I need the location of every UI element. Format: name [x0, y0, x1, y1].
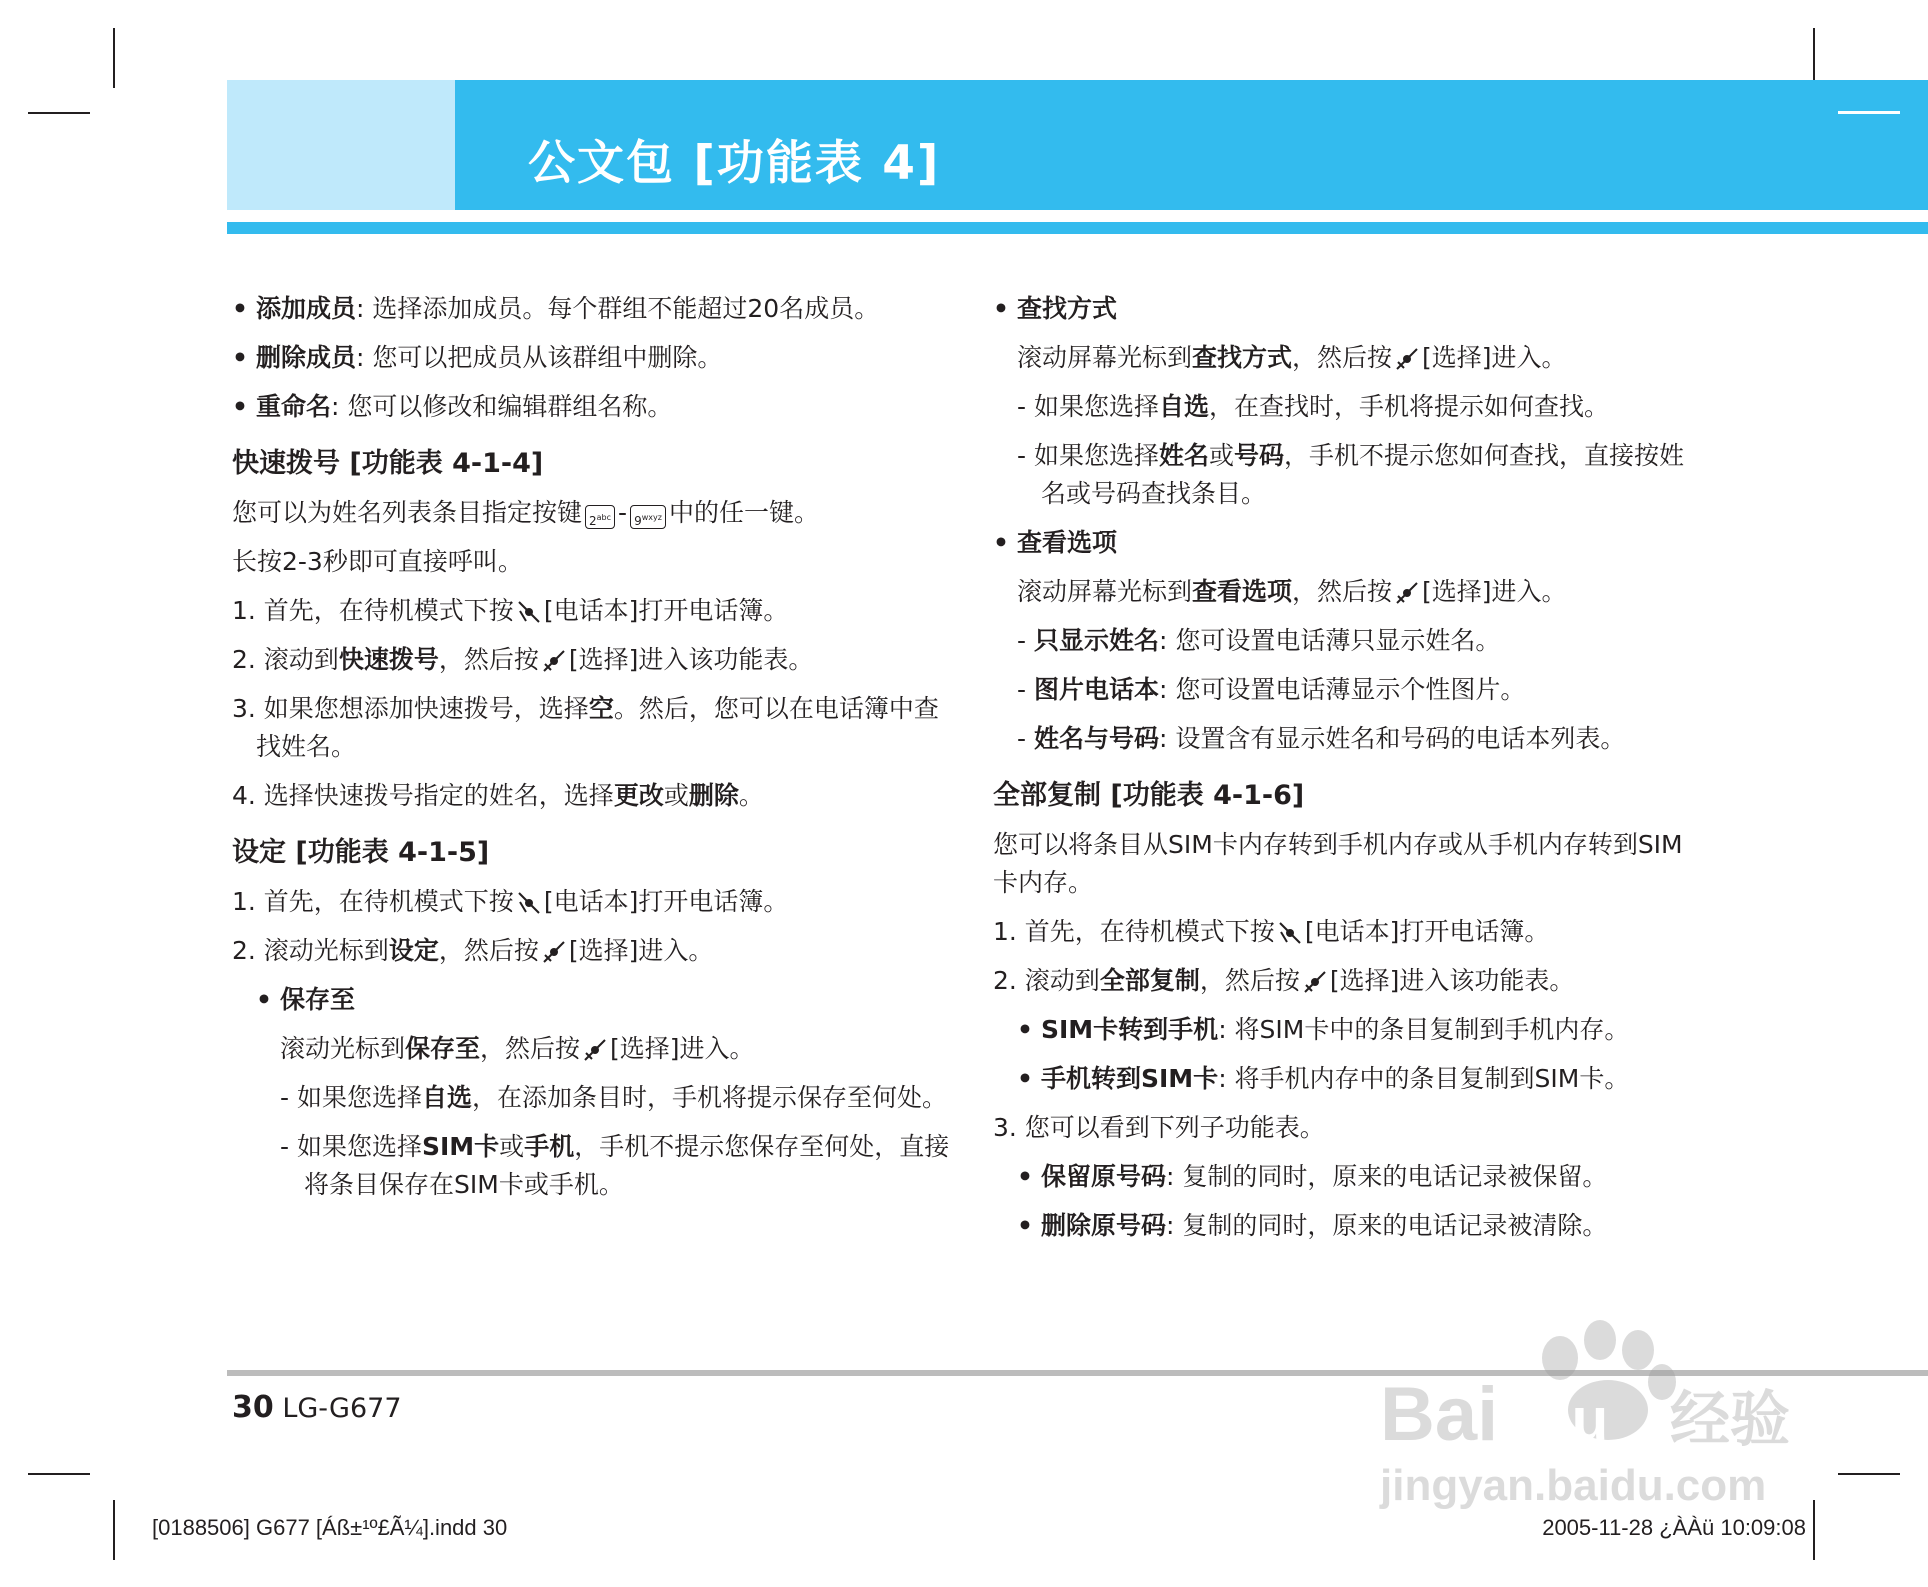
list-item: • 保存至 — [232, 975, 952, 1024]
list-item: • 添加成员: 选择添加成员。每个群组不能超过20名成员。 — [232, 284, 952, 333]
phonebook-key-icon — [516, 890, 542, 916]
print-slug-right: 2005-11-28 ¿ÀÀü 10:09:08 — [1542, 1515, 1806, 1540]
watermark-text: 经验 — [1670, 1385, 1790, 1455]
search-line: 滚动屏幕光标到查找方式，然后按 [选择]进入。 — [1017, 343, 1567, 372]
crop-mark — [28, 1473, 90, 1475]
page-title: 公文包 [功能表 4] — [528, 136, 941, 191]
print-slug-left: [0188506] G677 [Áß±¹º£Ã¼].indd 30 — [152, 1515, 508, 1540]
list-item: • 手机转到SIM卡: 将手机内存中的条目复制到SIM卡。 — [993, 1054, 1693, 1103]
list-item: • 删除成员: 您可以把成员从该群组中删除。 — [232, 333, 952, 382]
watermark-text: du — [1535, 1386, 1609, 1453]
key-9-icon: $9^{wxyz}$ — [630, 505, 666, 529]
crop-mark — [113, 28, 115, 88]
crop-mark — [1838, 111, 1900, 114]
dash-item: - 如果您选择自选，在查找时，手机将提示如何查找。 — [1017, 392, 1610, 421]
step-item: 2. 滚动到全部复制，然后按 [选择]进入该功能表。 — [993, 966, 1575, 995]
crop-mark — [113, 1500, 115, 1560]
copy-all-intro: 您可以将条目从SIM卡内存转到手机内存或从手机内存转到SIM卡内存。 — [993, 830, 1683, 897]
watermark-text: Bai — [1380, 1372, 1499, 1457]
right-column — [993, 284, 1693, 1250]
step-item: 2. 滚动光标到设定，然后按 [选择]进入。 — [232, 936, 714, 965]
list-item: • 删除原号码: 复制的同时，原来的电话记录被清除。 — [993, 1201, 1693, 1250]
left-column — [232, 284, 952, 1209]
list-item: • 查找方式 — [993, 284, 1693, 333]
list-item: • SIM卡转到手机: 将SIM卡中的条目复制到手机内存。 — [993, 1005, 1693, 1054]
step-item: 3. 如果您想添加快速拨号，选择空。然后，您可以在电话簿中查找姓名。 — [232, 694, 939, 761]
header-light-block — [227, 80, 455, 210]
view-line: 滚动屏幕光标到查看选项，然后按 [选择]进入。 — [1017, 577, 1567, 606]
select-key-icon — [582, 1037, 608, 1063]
list-item: • 查看选项 — [993, 518, 1693, 567]
select-key-icon — [1394, 580, 1420, 606]
watermark-logo — [1370, 1310, 1870, 1510]
step-item: 4. 选择快速拨号指定的姓名，选择更改或删除。 — [232, 781, 764, 810]
dash-item: - 姓名与号码: 设置含有显示姓名和号码的电话本列表。 — [1017, 724, 1626, 753]
step-item: 2. 滚动到快速拨号，然后按 [选择]进入该功能表。 — [232, 645, 814, 674]
step-item: 1. 首先，在待机模式下按 [电话本]打开电话簿。 — [993, 917, 1550, 946]
select-key-icon — [541, 939, 567, 965]
crop-mark — [1813, 28, 1815, 88]
select-key-icon — [1394, 346, 1420, 372]
phonebook-key-icon — [1277, 920, 1303, 946]
step-item: 1. 首先，在待机模式下按 [电话本]打开电话簿。 — [232, 887, 789, 916]
model-name: LG-G677 — [282, 1393, 402, 1424]
crop-mark — [28, 112, 90, 114]
dash-item: - 图片电话本: 您可设置电话薄显示个性图片。 — [1017, 675, 1526, 704]
section-heading-copy-all: 全部复制 [功能表 4-1-6] — [993, 780, 1305, 811]
dash-item: - 如果您选择姓名或号码，手机不提示您如何查找，直接按姓名或号码查找条目。 — [1017, 441, 1685, 508]
page-footer — [232, 1390, 402, 1425]
dash-item: - 如果您选择自选，在添加条目时，手机将提示保存至何处。 — [280, 1083, 948, 1112]
watermark-url: jingyan.baidu.com — [1380, 1461, 1767, 1510]
header-rule — [227, 222, 1928, 234]
step-item: 3. 您可以看到下列子功能表。 — [993, 1113, 1325, 1142]
list-item: • 重命名: 您可以修改和编辑群组名称。 — [232, 382, 952, 431]
page-number: 30 — [232, 1390, 274, 1425]
select-key-icon — [541, 648, 567, 674]
list-item: • 保留原号码: 复制的同时，原来的电话记录被保留。 — [993, 1152, 1693, 1201]
speed-dial-line2: 长按2-3秒即可直接呼叫。 — [232, 547, 523, 576]
speed-dial-intro: 您可以为姓名列表条目指定按键 $2^{abc} - 9^{wxyz}$ 中的任一键。 — [232, 498, 819, 528]
section-heading-speed-dial: 快速拨号 [功能表 4-1-4] — [232, 448, 544, 479]
dash-item: - 只显示姓名: 您可设置电话薄只显示姓名。 — [1017, 626, 1501, 655]
save-to-line: 滚动光标到保存至，然后按 [选择]进入。 — [280, 1034, 755, 1063]
section-heading-settings: 设定 [功能表 4-1-5] — [232, 837, 490, 868]
step-item: 1. 首先，在待机模式下按 [电话本]打开电话簿。 — [232, 596, 789, 625]
key-2-icon: $2^{abc}$ — [585, 505, 615, 529]
phonebook-key-icon — [516, 599, 542, 625]
select-key-icon — [1302, 969, 1328, 995]
dash-item: - 如果您选择SIM卡或手机，手机不提示您保存至何处，直接将条目保存在SIM卡或手机。 — [280, 1132, 950, 1199]
